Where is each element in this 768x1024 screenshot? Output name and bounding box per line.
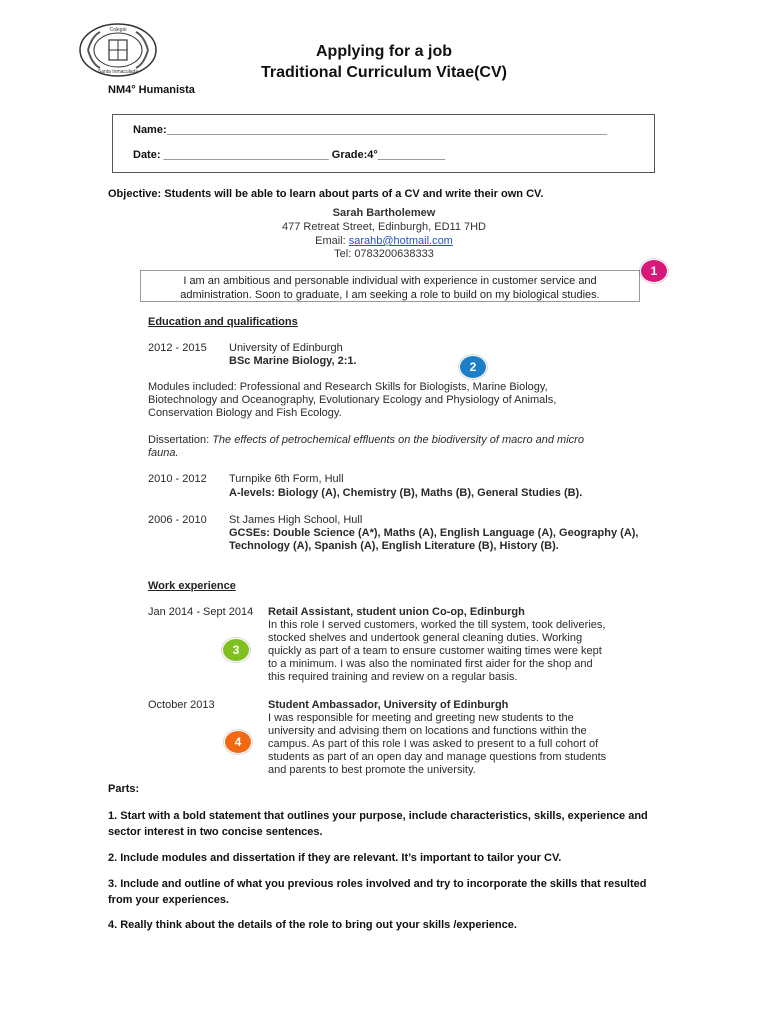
- education-heading: Education and qualifications: [148, 316, 298, 328]
- parts-title: Parts:: [108, 783, 140, 795]
- badge-4: 4: [224, 730, 252, 754]
- cv-name: Sarah Bartholemew: [332, 207, 436, 219]
- dissertation-title: The effects of petrochemical effluents on the biodiversity of macro and micro: [212, 434, 584, 446]
- part-item-3: 3. Include and outline of what you previous roles involved and try to incorporate the skills that resulted from your experiences.: [108, 878, 647, 906]
- date-grade-field[interactable]: Date: ___________________________ Grade:4°___________: [133, 149, 446, 161]
- work-title-1: Retail Assistant, student union Co-op, Edinburgh: [268, 606, 525, 618]
- work-heading: Work experience: [148, 580, 236, 592]
- objective-text: Objective: Students will be able to learn about parts of a CV and write their own CV.: [108, 188, 544, 200]
- badge-3: 3: [222, 638, 250, 662]
- edu-qualification-3a: GCSEs: Double Science (A*), Maths (A), English Language (A), Geography (A),: [229, 527, 639, 539]
- svg-text:Santa Inmaculada: Santa Inmaculada: [97, 69, 139, 75]
- modules-line-3: Conservation Biology and Fish Ecology.: [148, 407, 342, 419]
- work-title-2: Student Ambassador, University of Edinburgh: [268, 699, 509, 711]
- personal-statement-box: [140, 270, 640, 302]
- dissertation-line-2: fauna.: [148, 447, 179, 459]
- edu-date-3: 2006 - 2010: [148, 514, 207, 526]
- cv-email-line: [0, 235, 768, 247]
- edu-institution-2: Turnpike 6th Form, Hull: [229, 473, 344, 485]
- statement-line-1: I am an ambitious and personable individual with experience in customer service and: [183, 275, 597, 287]
- name-field[interactable]: Name:________________________________________________________________________: [133, 124, 608, 136]
- statement-line-2: administration. Soon to graduate, I am seeking a role to build on my biological studies.: [180, 289, 600, 301]
- edu-qualification-1: BSc Marine Biology, 2:1.: [229, 355, 357, 367]
- edu-date-2: 2010 - 2012: [148, 473, 207, 485]
- dissertation-line-1: [148, 434, 584, 447]
- work-date-1: Jan 2014 - Sept 2014: [148, 606, 254, 618]
- work-desc-2: and parents to best promote the university.: [268, 764, 476, 776]
- work-desc-2: I was responsible for meeting and greeting new students to the: [268, 712, 574, 724]
- work-desc-1: stocked shelves and undertook general cleaning duties. Working: [268, 632, 583, 644]
- badge-2: 2: [459, 355, 487, 379]
- cv-email-label: Email:: [315, 235, 349, 247]
- modules-line-1: Modules included: Professional and Research Skills for Biologists, Marine Biology,: [148, 381, 548, 393]
- work-desc-2: university and advising them on locations and functions within the: [268, 725, 587, 737]
- title-line-1: Applying for a job: [316, 43, 452, 60]
- course-label: NM4° Humanista: [108, 84, 195, 96]
- edu-institution-1: University of Edinburgh: [229, 342, 343, 354]
- work-desc-1: to a minimum. I was also the nominated first aider for the shop and: [268, 658, 593, 670]
- title-line-2: Traditional Curriculum Vitae(CV): [261, 64, 507, 81]
- edu-qualification-2: A-levels: Biology (A), Chemistry (B), Maths (B), General Studies (B).: [229, 487, 583, 499]
- cv-tel: Tel: 0783200638333: [334, 248, 434, 260]
- svg-text:Colegio: Colegio: [109, 27, 127, 33]
- part-item-2: 2. Include modules and dissertation if they are relevant. It’s important to tailor your CV.: [108, 852, 562, 864]
- work-desc-1: In this role I served customers, worked the till system, took deliveries,: [268, 619, 606, 631]
- work-desc-2: students as part of an open day and manage questions from students: [268, 751, 607, 763]
- part-item-4: 4. Really think about the details of the role to bring out your skills /experience.: [108, 919, 517, 931]
- work-desc-1: this required training and review on a regular basis.: [268, 671, 518, 683]
- cv-address: 477 Retreat Street, Edinburgh, ED11 7HD: [281, 221, 487, 233]
- edu-qualification-3b: Technology (A), Spanish (A), English Literature (B), History (B).: [229, 540, 559, 552]
- cv-email-link[interactable]: sarahb@hotmail.com: [348, 235, 453, 247]
- work-date-2: October 2013: [148, 699, 215, 711]
- edu-institution-3: St James High School, Hull: [229, 514, 363, 526]
- work-desc-2: campus. As part of this role I was asked to present to a full cohort of: [268, 738, 599, 750]
- dissertation-label: Dissertation:: [148, 434, 213, 446]
- badge-1: 1: [640, 259, 668, 283]
- modules-line-2: Biotechnology and Oceanography, Evolutionary Ecology and Physiology of Animals,: [148, 394, 557, 406]
- part-item-1: 1. Start with a bold statement that outlines your purpose, include characteristics, skills, experience and sector interest in two concise sentences.: [108, 810, 648, 838]
- edu-date-1: 2012 - 2015: [148, 342, 207, 354]
- work-desc-1: quickly as part of a team to ensure customer waiting times were kept: [268, 645, 602, 657]
